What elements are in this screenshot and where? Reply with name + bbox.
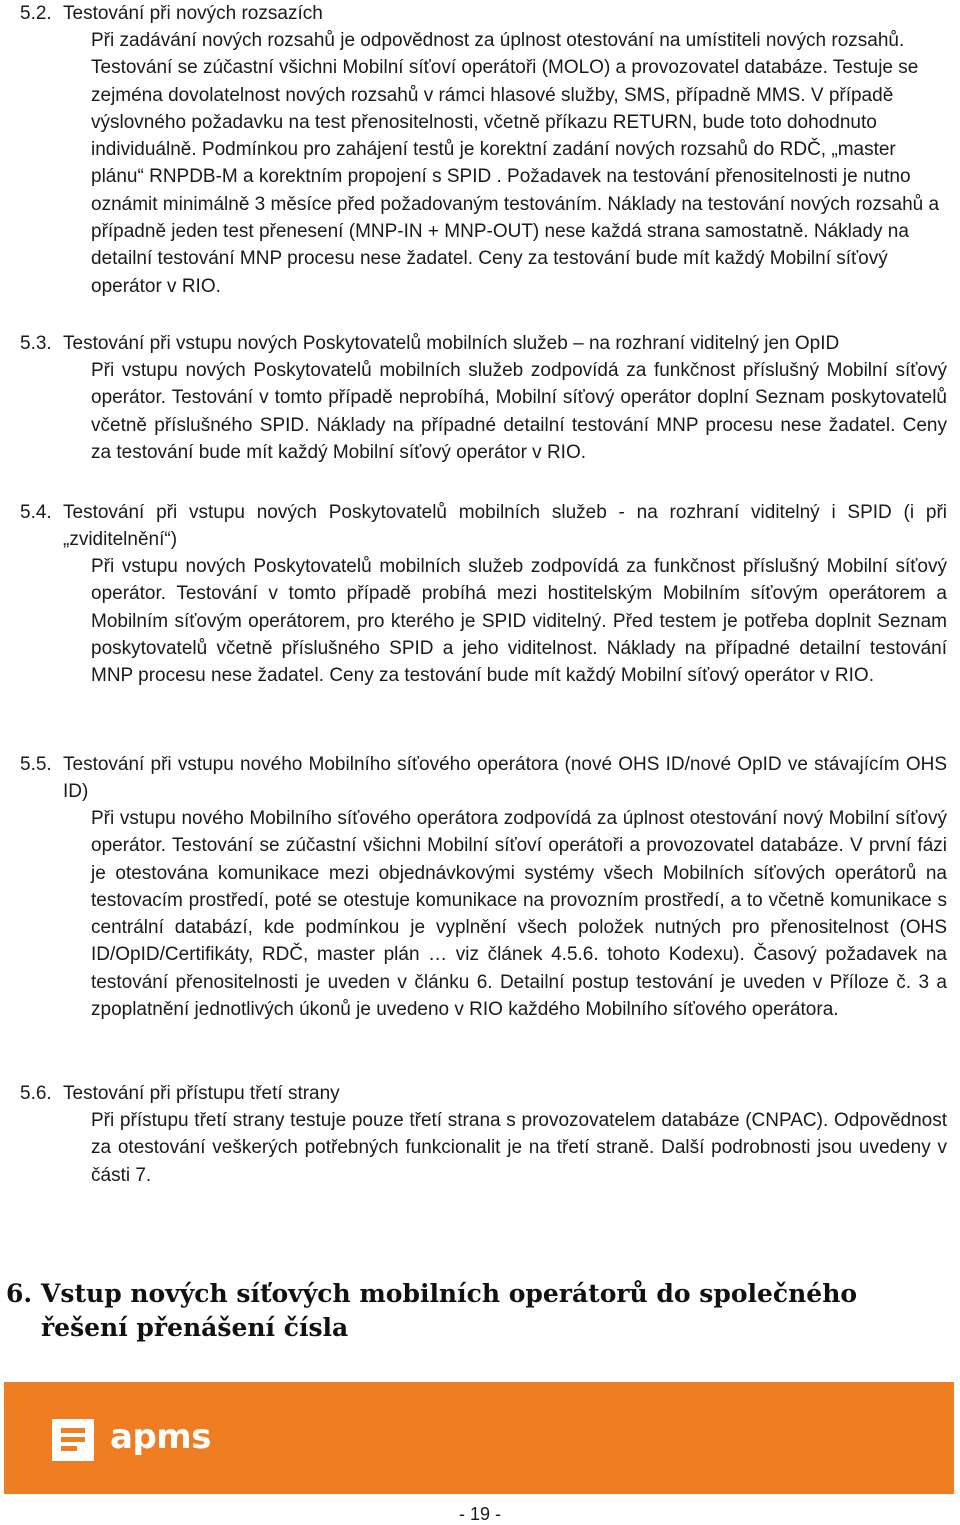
section-number: 5.4. <box>20 502 52 523</box>
page-number: - 19 - <box>458 1504 501 1524</box>
section-number: 5.5. <box>20 754 52 775</box>
section-title: Testování při přístupu třetí strany <box>63 1083 340 1104</box>
section-heading <box>20 1080 947 1107</box>
section-title: Testování při vstupu nových Poskytovatelů mobilních služeb – na rozhraní viditelný jen OpID <box>63 333 840 354</box>
section-body: Při vstupu nových Poskytovatelů mobilních služeb zodpovídá za funkčnost příslušný Mobilní síťový operátor. Testování v tomto případě neprobíhá, Mobilní síťový operátor doplní Seznam poskytovatelů včetně příslušného SPID. Náklady na případné detailní testování MNP procesu nese žadatel. Ceny za testování bude mít každý Mobilní síťový operátor v RIO. <box>91 360 947 463</box>
section-5-5 <box>20 751 947 1023</box>
section-body: Při přístupu třetí strany testuje pouze třetí strana s provozovatelem databáze (CNPAC). Odpovědnost za otestování veškerých potřebných funkcionalit je na třetí straně. Další podrobnosti jsou uvedeny v části 7. <box>91 1110 947 1186</box>
section-title: Testování při nových rozsazích <box>63 3 323 24</box>
section-heading <box>20 751 947 805</box>
brand-banner <box>4 1382 954 1494</box>
section-number: 5.6. <box>20 1083 52 1104</box>
chapter-heading <box>6 1277 951 1345</box>
section-number: 5.2. <box>20 3 52 24</box>
section-heading <box>20 499 947 553</box>
logo-wordmark: apms <box>110 1417 211 1457</box>
apms-logo <box>52 1419 222 1459</box>
section-5-3 <box>20 330 947 466</box>
section-number: 5.3. <box>20 333 52 354</box>
apms-logo-icon <box>52 1419 94 1461</box>
section-5-4 <box>20 499 947 689</box>
section-5-2 <box>20 0 947 300</box>
section-body: Při zadávání nových rozsahů je odpovědnost za úplnost otestování na umístiteli nových rozsahů. Testování se zúčastní všichni Mobilní síťoví operátoři (MOLO) a provozovatel databáze. Testuje se zejména dovolatelnost nových rozsahů v rámci hlasové služby, SMS, případně MMS. V případě výslovného požadavku na test přenositelnosti, včetně příkazu RETURN, bude toto dohodnuto individuálně. Podmínkou pro zahájení testů je korektní zadání nových rozsahů do RDČ, „master plánu“ RNPDB-M a korektním propojení s SPID . Požadavek na testování přenositelnosti je nutno oznámit minimálně 3 měsíce před požadovaným testováním. Náklady na testování nových rozsahů a případně jeden test přenesení (MNP-IN + MNP-OUT) nese každá strana samostatně. Náklady na detailní testování MNP procesu nese žadatel. Ceny za testování bude mít každý Mobilní síťový operátor v RIO. <box>91 30 940 297</box>
chapter-number: 6. <box>6 1279 33 1308</box>
chapter-title: Vstup nových síťových mobilních operátorů do společného řešení přenášení čísla <box>41 1279 858 1342</box>
section-heading <box>20 330 947 357</box>
section-title: Testování při vstupu nového Mobilního síťového operátora (nové OHS ID/nové OpID ve stávajícím OHS ID) <box>63 754 947 802</box>
section-heading <box>20 0 947 27</box>
section-title: Testování při vstupu nových Poskytovatelů mobilních služeb - na rozhraní viditelný i SPID (i při „zviditelnění“) <box>63 502 947 550</box>
section-body: Při vstupu nových Poskytovatelů mobilních služeb zodpovídá za funkčnost příslušný Mobilní síťový operátor. Testování v tomto případě probíhá mezi hostitelským Mobilním síťovým operátorem a Mobilním síťovým operátorem, pro kterého je SPID viditelný. Před testem je potřeba doplnit Seznam poskytovatelů včetně příslušného SPID a jeho viditelnost. Náklady na případné detailní testování MNP procesu nese žadatel. Ceny za testování bude mít každý Mobilní síťový operátor v RIO. <box>91 556 947 687</box>
section-5-6 <box>20 1080 947 1189</box>
section-body: Při vstupu nového Mobilního síťového operátora zodpovídá za úplnost otestování nový Mobilní síťový operátor. Testování se zúčastní všichni Mobilní síťoví operátoři a provozovatel databáze. V první fázi je otestována komunikace mezi objednávkovými systémy všech Mobilních síťových operátorů na testovacím prostředí, poté se otestuje komunikace na provozním prostředí, a to včetně komunikace s centrální databází, kde podmínkou je vyplnění všech položek nutných pro přenositelnost (OHS ID/OpID/Certifikáty, RDČ, master plán … viz článek 4.5.6. tohoto Kodexu). Časový požadavek na testování přenositelnosti je uveden v článku 6. Detailní postup testování je uveden v Příloze č. 3 a zpoplatnění jednotlivých úkonů je uvedeno v RIO každého Mobilního síťového operátora. <box>91 808 947 1021</box>
